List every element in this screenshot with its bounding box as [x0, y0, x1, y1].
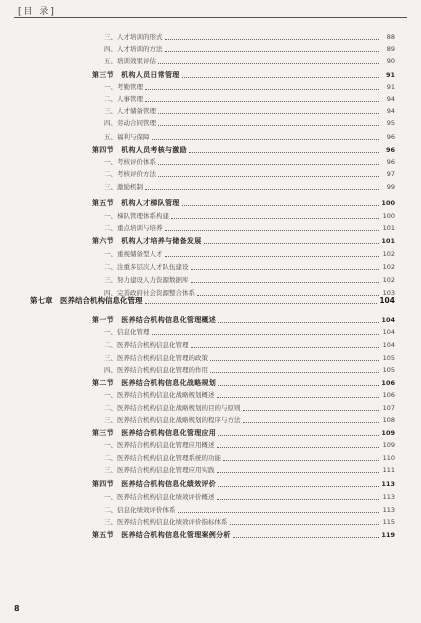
toc-page-number: 95	[386, 119, 395, 127]
dot-leader	[152, 334, 380, 335]
dot-leader	[217, 397, 380, 398]
dot-leader	[210, 360, 379, 361]
toc-entry-title: 三、医养结合机构信息化战略规划的程序与方法	[104, 416, 241, 424]
dot-leader	[182, 77, 379, 78]
toc-entry-title: 一、考核评价体系	[104, 158, 156, 166]
toc-page-number: 97	[386, 170, 395, 178]
running-header: [目 录]	[18, 7, 56, 17]
toc-page-number: 108	[382, 416, 395, 424]
toc-item	[104, 440, 395, 450]
toc-page-number: 102	[382, 263, 395, 271]
toc-entry-title: 第四节 机构人员考核与激励	[92, 145, 187, 154]
toc-page-number: 96	[386, 158, 395, 166]
toc-chapter	[30, 296, 395, 306]
toc-page-number: 113	[382, 493, 395, 501]
toc-item	[104, 453, 395, 463]
toc-page-number: 110	[382, 454, 395, 462]
toc-section	[92, 378, 395, 388]
dot-leader	[158, 164, 379, 165]
toc-entry-title: 一、信息化管理	[104, 328, 150, 336]
toc-entry-title: 五、培训效果评估	[104, 57, 156, 65]
toc-page-number: 109	[381, 429, 395, 437]
dot-leader	[152, 139, 380, 140]
toc-page-number: 90	[386, 57, 395, 65]
dot-leader	[165, 230, 380, 231]
dot-leader	[158, 125, 379, 126]
toc-entry-title: 一、重视储备型人才	[104, 250, 163, 258]
toc-page-number: 94	[386, 95, 395, 103]
dot-leader	[165, 39, 380, 40]
toc-entry-title: 三、医养结合机构信息化管理的政策	[104, 354, 208, 362]
toc-page-number: 104	[382, 328, 395, 336]
toc-item	[104, 262, 395, 272]
header-rule	[14, 17, 407, 18]
toc-entry-title: 二、重点培训与培养	[104, 224, 163, 232]
toc-item	[104, 157, 395, 167]
dot-leader	[191, 282, 380, 283]
dot-leader	[145, 101, 379, 102]
toc-entry-title: 二、注重多层次人才队伍建设	[104, 263, 189, 271]
toc-entry-title: 三、医养结合机构信息化绩效评价指标体系	[104, 518, 228, 526]
dot-leader	[191, 269, 380, 270]
dot-leader	[158, 63, 379, 64]
dot-leader	[145, 303, 378, 304]
toc-item	[104, 249, 395, 259]
toc-section	[92, 479, 395, 489]
dot-leader	[218, 322, 379, 323]
toc-entry-title: 四、医养结合机构信息化管理的作用	[104, 366, 208, 374]
toc-entry-title: 四、完善政府社会资源整合体系	[104, 289, 195, 297]
toc-entry-title: 第七章 医养结合机构信息化管理	[30, 296, 143, 305]
dot-leader	[178, 512, 380, 513]
toc-page-number: 105	[382, 354, 395, 362]
dot-leader	[218, 486, 379, 487]
dot-leader	[223, 460, 379, 461]
toc-section	[92, 428, 395, 438]
toc-entry-title: 第六节 机构人才培养与储备发展	[92, 236, 202, 245]
toc-page-number: 99	[386, 183, 395, 191]
toc-page-number: 113	[381, 480, 395, 488]
dot-leader	[191, 347, 380, 348]
toc-entry-title: 三、人才储备管理	[104, 107, 156, 115]
toc-page-number: 91	[385, 71, 395, 79]
toc-entry-title: 三、医养结合机构信息化管理应用实践	[104, 466, 215, 474]
toc-item	[104, 415, 395, 425]
toc-page-number: 101	[382, 224, 395, 232]
toc-item	[104, 56, 395, 66]
toc-section	[92, 145, 395, 155]
toc-item	[104, 106, 395, 116]
toc-page-number: 102	[382, 250, 395, 258]
toc-item	[104, 505, 395, 515]
dot-leader	[218, 385, 379, 386]
toc-entry-title: 第五节 机构人才梯队管理	[92, 198, 180, 207]
toc-entry-title: 一、医养结合机构信息化战略规划概述	[104, 391, 215, 399]
dot-leader	[233, 537, 379, 538]
toc-item	[104, 390, 395, 400]
toc-item	[104, 132, 395, 142]
toc-entry-title: 第三节 医养结合机构信息化管理应用	[92, 428, 217, 437]
toc-item	[104, 365, 395, 375]
toc-entry-title: 第二节 医养结合机构信息化战略规划	[92, 378, 217, 387]
dot-leader	[204, 243, 380, 244]
toc-item	[104, 327, 395, 337]
dot-leader	[217, 499, 380, 500]
dot-leader	[171, 218, 379, 219]
toc-entry-title: 一、医养结合机构信息化绩效评价概述	[104, 493, 215, 501]
toc-page-number: 103	[382, 289, 395, 297]
toc-page-number: 91	[386, 83, 395, 91]
toc-section	[92, 198, 395, 208]
toc-item	[104, 492, 395, 502]
toc-page-number: 104	[381, 316, 395, 324]
toc-item	[104, 275, 395, 285]
toc-page-number: 105	[382, 366, 395, 374]
dot-leader	[218, 435, 379, 436]
toc-page-number: 89	[386, 45, 395, 53]
toc-item	[104, 353, 395, 363]
toc-entry-title: 四、人才培训的方法	[104, 45, 163, 53]
toc-entry-title: 第五节 医养结合机构信息化管理案例分析	[92, 530, 231, 539]
dot-leader	[217, 472, 380, 473]
toc-page-number: 96	[385, 146, 395, 154]
toc-page-number: 100	[382, 212, 395, 220]
toc-entry-title: 第三节 机构人员日常管理	[92, 70, 180, 79]
toc-page-number: 100	[381, 199, 395, 207]
dot-leader	[243, 422, 380, 423]
toc-page-number: 109	[382, 441, 395, 449]
toc-page-number: 94	[386, 107, 395, 115]
toc-entry-title: 二、考核评价方法	[104, 170, 156, 178]
dot-leader	[165, 256, 380, 257]
toc-entry-title: 二、医养结合机构信息化管理	[104, 341, 189, 349]
toc-page-number: 104	[379, 296, 395, 305]
dot-leader	[182, 205, 379, 206]
toc-item	[104, 340, 395, 350]
toc-entry-title: 四、劳动合同管理	[104, 119, 156, 127]
dot-leader	[217, 447, 380, 448]
toc-page-number: 102	[382, 276, 395, 284]
toc-entry-title: 第一节 医养结合机构信息化管理概述	[92, 315, 217, 324]
page-number: 8	[14, 604, 20, 613]
toc-entry-title: 一、医养结合机构信息化管理应用概述	[104, 441, 215, 449]
dot-leader	[158, 176, 379, 177]
toc-page-number: 106	[381, 379, 395, 387]
toc-section	[92, 236, 395, 246]
toc-entry-title: 五、福利与保障	[104, 133, 150, 141]
toc-page-number: 101	[381, 237, 395, 245]
toc-entry-title: 二、医养结合机构信息化战略规划的目的与原则	[104, 404, 241, 412]
toc-entry-title: 一、梯队管理体系构建	[104, 212, 169, 220]
toc-section	[92, 530, 395, 540]
toc-entry-title: 三、人才培训的形式	[104, 33, 163, 41]
toc-page-number: 88	[386, 33, 395, 41]
toc-item	[104, 182, 395, 192]
dot-leader	[145, 189, 379, 190]
toc-page-number: 119	[381, 531, 395, 539]
dot-leader	[145, 89, 379, 90]
toc-item	[104, 94, 395, 104]
toc-item	[104, 118, 395, 128]
toc-entry-title: 二、信息化绩效评价体系	[104, 506, 176, 514]
toc-item	[104, 44, 395, 54]
dot-leader	[230, 524, 380, 525]
toc-item	[104, 223, 395, 233]
toc-page-number: 106	[382, 391, 395, 399]
toc-page-number: 115	[382, 518, 395, 526]
toc-item	[104, 169, 395, 179]
dot-leader	[243, 410, 380, 411]
dot-leader	[210, 372, 379, 373]
toc-page-number: 113	[382, 506, 395, 514]
toc-entry-title: 二、医养结合机构信息化管理系统的功能	[104, 454, 221, 462]
toc-section	[92, 70, 395, 80]
toc-page-number: 96	[386, 133, 395, 141]
dot-leader	[158, 113, 379, 114]
toc-item	[104, 465, 395, 475]
toc-entry-title: 第四节 医养结合机构信息化绩效评价	[92, 479, 217, 488]
toc-item	[104, 403, 395, 413]
dot-leader	[189, 152, 379, 153]
toc-item	[104, 517, 395, 527]
toc-entry-title: 三、努力建设人力资源数据库	[104, 276, 189, 284]
dot-leader	[165, 51, 380, 52]
toc-entry-title: 一、考勤管理	[104, 83, 143, 91]
toc-page-number: 107	[382, 404, 395, 412]
toc-item	[104, 32, 395, 42]
toc-page-number: 111	[382, 466, 395, 474]
toc-section	[92, 315, 395, 325]
toc-item	[104, 82, 395, 92]
toc-page-number: 104	[382, 341, 395, 349]
toc-entry-title: 二、人事管理	[104, 95, 143, 103]
toc-item	[104, 211, 395, 221]
toc-entry-title: 三、激励机制	[104, 183, 143, 191]
